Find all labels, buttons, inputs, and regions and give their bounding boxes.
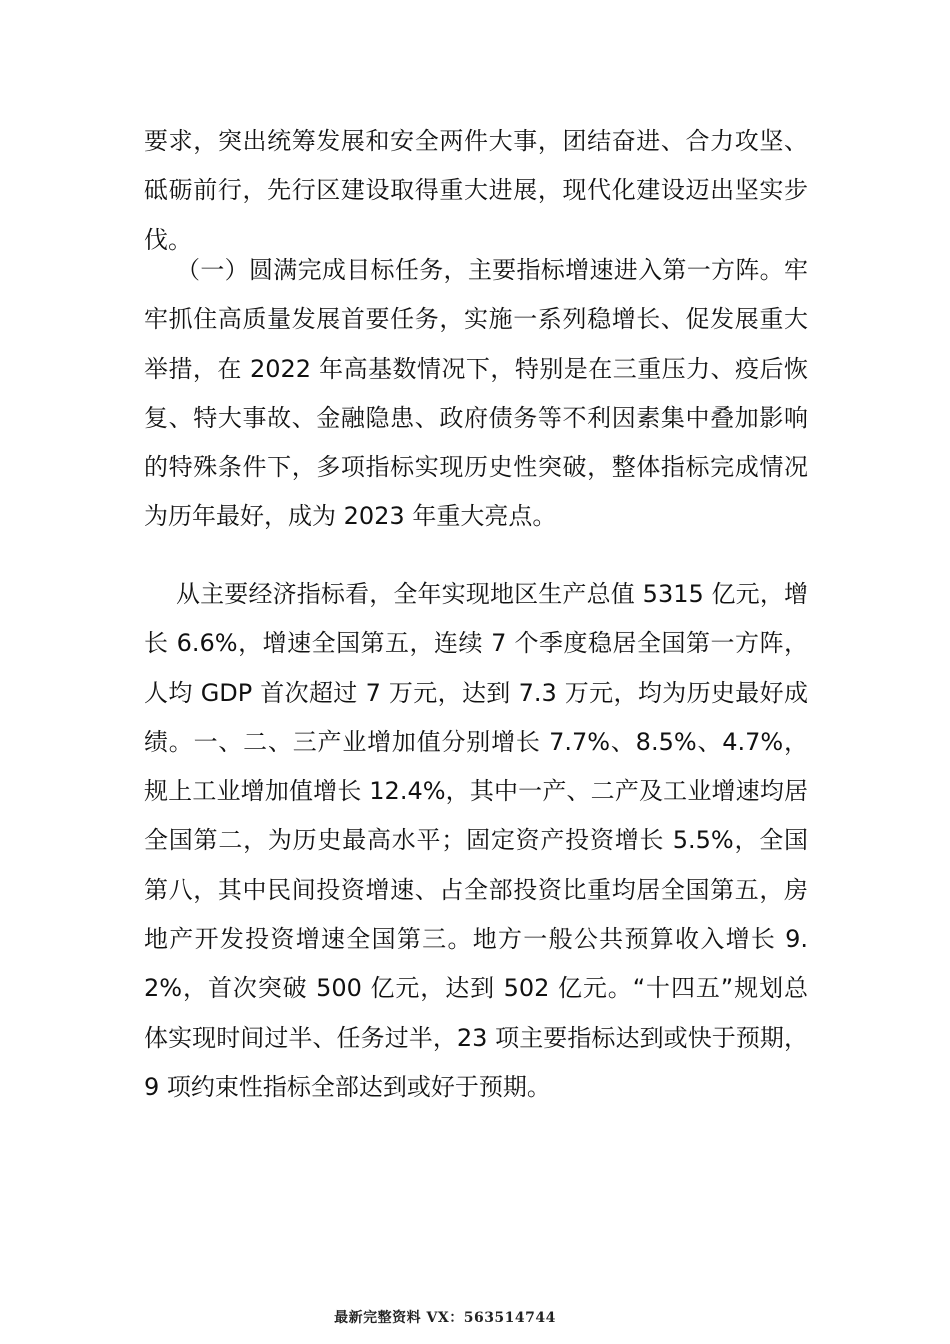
paragraph-economic-indicators: 从主要经济指标看，全年实现地区生产总值 5315 亿元，增长 6.6%，增速全国第五，连续 7 个季度稳居全国第一方阵，人均 GDP 首次超过 7 万元，达到 7.3 万元，均为历史最好成绩。一、二、三产业增加值分别增长 7.7%、8.5%、4.7%，规上工业增加值增长 12.4%，其中一产、二产及工业增速均居全国第二，为历史最高水平；固定资产投资增长 5.5%，全国第八，其中民间投资增速、占全部投资比重均居全国第五，房地产开发投资增速全国第三。地方一般公共预算收入增长 9.2%，首次突破 500 亿元，达到 502 亿元。“十四五”规划总体实现时间过半、任务过半，23 项主要指标达到或快于预期，9 项约束性指标全部达到或好于预期。	[144, 580, 808, 1101]
paragraph-target-tasks: （一）圆满完成目标任务，主要指标增速进入第一方阵。牢牢抓住高质量发展首要任务，实施一系列稳增长、促发展重大举措，在 2022 年高基数情况下，特别是在三重压力、疫后恢复、特大事故、金融隐患、政府债务等不利因素集中叠加影响的特殊条件下，多项指标实现历史性突破，整体指标完成情况为历年最好，成为 2023 年重大亮点。	[144, 256, 808, 531]
footer-watermark	[0, 1307, 950, 1327]
footer-text: 最新完整资料 VX：563514744	[334, 1310, 556, 1326]
paragraph-continuation: 要求，突出统筹发展和安全两件大事，团结奋进、合力攻坚、砥砺前行，先行区建设取得重大进展，现代化建设迈出坚实步伐。	[144, 127, 808, 254]
